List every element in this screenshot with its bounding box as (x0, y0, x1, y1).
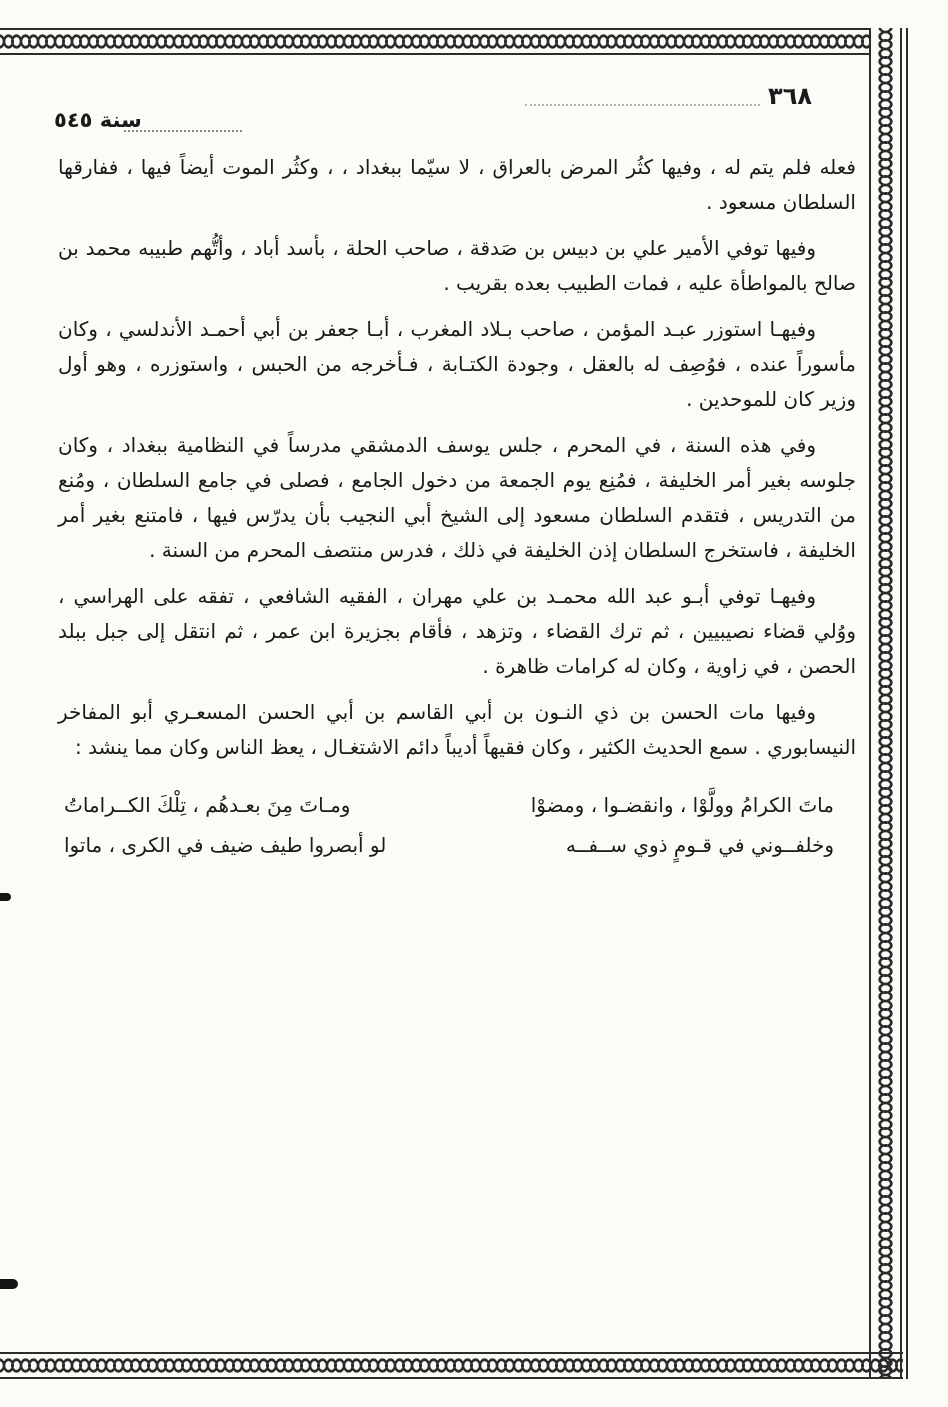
scan-artifact-mark (0, 1279, 18, 1289)
hemistich-right: ماتَ الكرامُ وولَّوْا ، وانقضـوا ، ومضوْا (530, 793, 834, 817)
page-number-dotted-leader (525, 104, 760, 106)
page-number: ٣٦٨ (768, 82, 812, 110)
page-text-block (58, 150, 856, 865)
paragraph-5: وفيهـا توفي أبـو عبد الله محمـد بن علي مهران ، الفقيه الشافعي ، تفقه على الهراسي ، ووُلي قضاء نصيبيين ، ثم ترك القضاء ، وتزهد ، فأقام بجزيرة ابن عمر ، ثم انتقل إلى جبل ببلد الحصن ، في زاوية ، وكان له كرامات ظاهرة . (58, 584, 856, 678)
ornamental-border-right (869, 28, 902, 1379)
poem (58, 785, 856, 865)
paragraph-6: وفيها مات الحسن بن ذي النـون بن أبي القاسم بن أبي الحسن المسعـري أبو المفاخر النيسابوري . سمع الحديث الكثير ، وكان فقيهاً أديباً دائم الاشتغـال ، يعظ الناس وكان مما ينشد : (58, 700, 856, 759)
paragraph-1: فعله فلم يتم له ، وفيها كثُر المرض بالعراق ، لا سيّما ببغداد ، ، وكثُر الموت أيضاً فيها ، ففارقها السلطان مسعود . (58, 155, 856, 214)
hemistich-right: وخلفــوني في قـومٍ ذوي ســفــه (565, 833, 834, 857)
year-label: سنة ٥٤٥ (54, 108, 142, 132)
scan-artifact-mark (0, 893, 11, 901)
paragraph-4: وفي هذه السنة ، في المحرم ، جلس يوسف الدمشقي مدرساً في النظامية ببغداد ، وكان جلوسه بغير أمر الخليفة ، فمُنِع يوم الجمعة من دخول الجامع ، فصلى في جامع السلطان ، ومُنع من التدريس ، فتقدم السلطان مسعود إلى الشيخ أبي النجيب بأن يدرّس فيها ، فامتنع بغير أمر الخليفة ، فاستخرج السلطان إذن الخليفة في ذلك ، فدرس منتصف المحرم من السنة . (58, 433, 856, 562)
poem-line-1 (64, 785, 834, 825)
ornamental-border-bottom (0, 1352, 903, 1379)
page-edge-line (906, 28, 908, 1379)
paragraph-2: وفيها توفي الأمير علي بن دبيس بن صَدقة ، صاحب الحلة ، بأسد أباد ، وأتُّهم طبيبه محمد بن صالح بالمواطأة عليه ، فمات الطبيب بعده بقريب . (58, 236, 856, 295)
hemistich-left: لو أبصروا طيف ضيف في الكرى ، ماتوا (64, 833, 387, 857)
ornamental-border-top (0, 28, 869, 55)
poem-line-2 (64, 825, 834, 865)
paragraph-3: وفيهـا استوزر عبـد المؤمن ، صاحب بـلاد المغرب ، أبـا جعفر بن أبي أحمـد الأندلسي ، وكان مأسوراً عنده ، فوُصِف له بالعقل ، وجودة الكتـابة ، فـأخرجه من الحبس ، واستوزره ، وهو أول وزير كان للموحدين . (58, 317, 856, 411)
hemistich-left: ومـاتَ مِنَ بعـدهُم ، تِلْكَ الكــراماتُ (64, 793, 351, 817)
year-dotted-leader (124, 130, 242, 132)
